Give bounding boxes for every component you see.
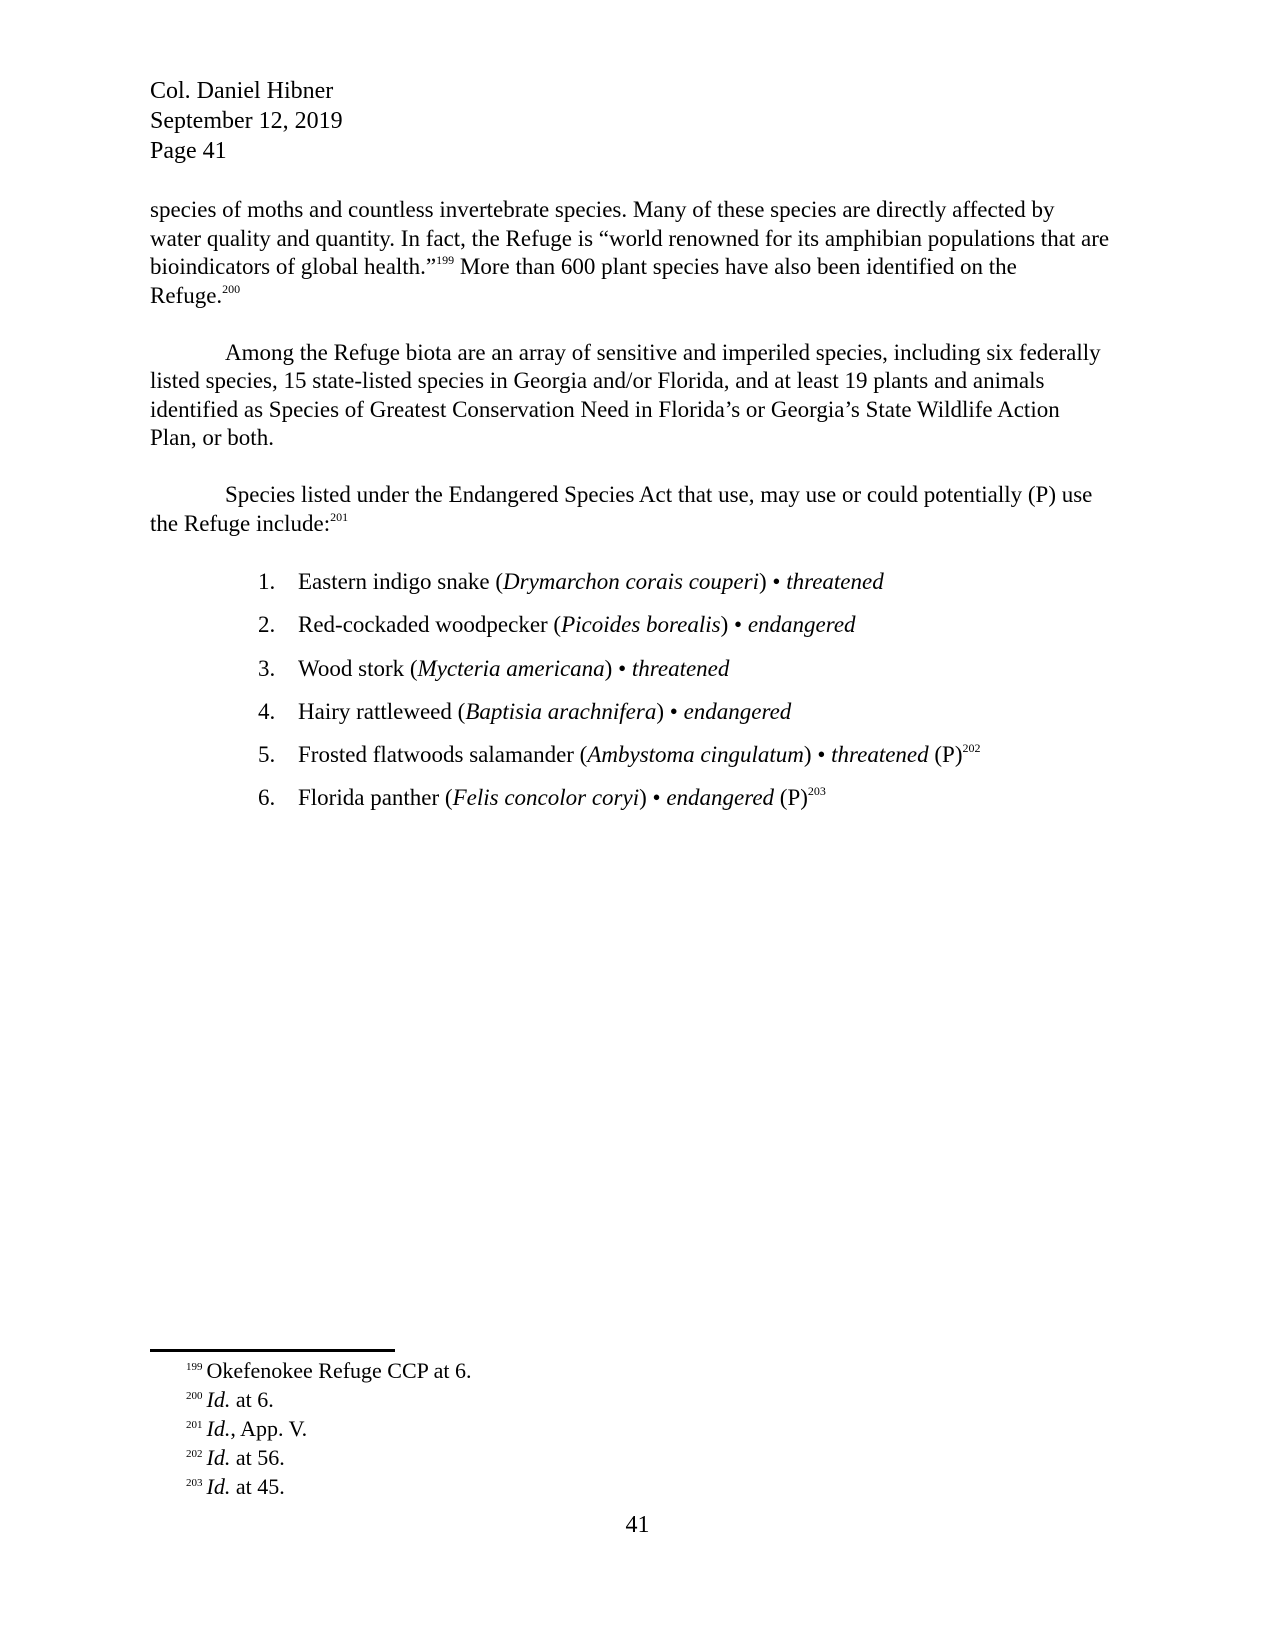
footnote-202: $^{202}$ Id. at 56. bbox=[186, 1445, 285, 1470]
footnote-ref-200: 200 bbox=[222, 281, 241, 296]
list-item: 6. Florida panther (Felis concolor coryi) • endangered $(P)^{203}$ bbox=[258, 784, 826, 811]
footnote-199: $^{199}$ Okefenokee Refuge CCP at 6. bbox=[186, 1358, 472, 1383]
footnote-203: $^{203}$ Id. at 45. bbox=[186, 1474, 285, 1499]
scientific-name: Felis concolor coryi bbox=[452, 785, 640, 811]
scientific-name: Ambystoma cingulatum bbox=[587, 742, 804, 768]
scientific-name: Mycteria americana bbox=[417, 655, 605, 681]
scientific-name: Drymarchon corais couperi bbox=[503, 569, 759, 594]
paragraph-1 bbox=[150, 196, 1110, 310]
footnote-ref-202: 202 bbox=[962, 741, 981, 756]
footnote-separator bbox=[150, 1349, 395, 1352]
header-page-label: Page 41 bbox=[150, 138, 227, 164]
list-item: 3. Wood stork (Mycteria americana) • threatened bbox=[258, 655, 730, 681]
list-item: 1. Eastern indigo snake (Drymarchon corais couperi) • threatened bbox=[258, 569, 884, 594]
footnote-ref-201: 201 bbox=[330, 509, 349, 524]
listing-status: threatened bbox=[786, 569, 884, 594]
scientific-name: Picoides borealis bbox=[561, 612, 721, 638]
list-item: 4. Hairy rattleweed (Baptisia arachnifera) • endangered bbox=[258, 698, 792, 724]
listing-status: endangered bbox=[747, 612, 856, 638]
header-date: September 12, 2019 bbox=[150, 108, 343, 134]
footnotes bbox=[186, 1356, 471, 1501]
list-item: 5. Frosted flatwoods salamander (Ambystoma cingulatum) • threatened $(P)^{202}$ bbox=[258, 741, 981, 768]
paragraph-1-text-a: species of moths and countless invertebrate species. Many of these species are directly affected by water quality and quantity. In fact, the Refuge is “world renowned for its amphibian populations that are bioindicators of global health.” bbox=[150, 197, 1110, 279]
scientific-name: Baptisia arachnifera bbox=[465, 698, 657, 724]
paragraph-3 bbox=[150, 481, 1110, 538]
footnote-ref-203: 203 bbox=[807, 784, 826, 799]
listing-status: threatened bbox=[631, 655, 730, 681]
list-item: 2. Red-cockaded woodpecker (Picoides borealis) • endangered bbox=[258, 612, 856, 638]
footnote-ref-199: 199 bbox=[436, 253, 455, 267]
listing-status: threatened bbox=[831, 742, 929, 768]
listing-status: endangered bbox=[683, 698, 792, 724]
header-recipient: Col. Daniel Hibner bbox=[150, 78, 334, 104]
body-text bbox=[150, 196, 1110, 567]
footnote-201: $^{201}$ Id., App. V. bbox=[186, 1416, 308, 1441]
letter-header bbox=[150, 76, 343, 166]
species-list bbox=[258, 568, 981, 828]
paragraph-2-text: Among the Refuge biota are an array of sensitive and imperiled species, including six federally listed species, 15 state-listed species in Georgia and/or Florida, and at least 19 plants and animals identified as Species of Greatest Conservation Need in Florida’s or Georgia’s State Wildlife Action Plan, or both. bbox=[150, 339, 1101, 450]
paragraph-1-text-b: More than 600 plant species have also been identified on the Refuge. bbox=[150, 254, 1017, 308]
footnote-200: $^{200}$ Id. at 6. bbox=[186, 1387, 274, 1412]
page-number: 41 bbox=[625, 1512, 650, 1538]
paragraph-2 bbox=[150, 339, 1110, 453]
listing-status: endangered bbox=[666, 785, 775, 811]
paragraph-3-text: Species listed under the Endangered Species Act that use, may use or could potentially (P) use the Refuge include: bbox=[150, 482, 1093, 536]
